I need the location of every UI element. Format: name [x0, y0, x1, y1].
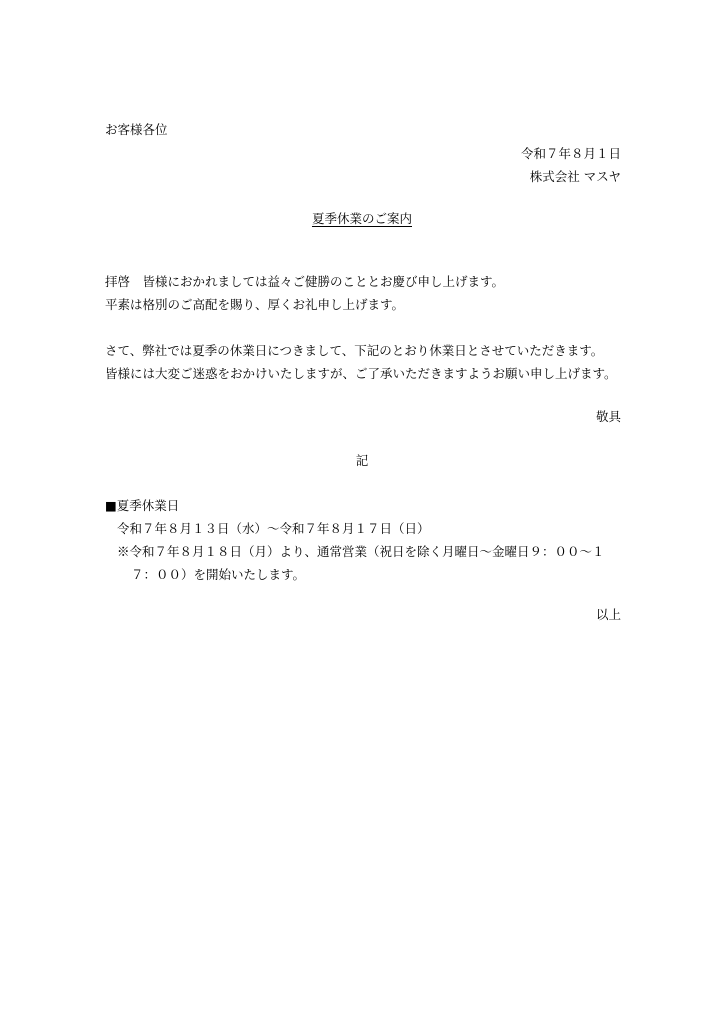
- holiday-note-line-1: ※令和７年８月１８日（月）より、通常営業（祝日を除く月曜日～金曜日９：００～１: [117, 544, 605, 559]
- holiday-note-line-2: ７：００）を開始いたします。: [131, 567, 306, 582]
- greeting-line-1: 拝啓 皆様におかれましては益々ご健勝のこととお慶び申し上げます。: [105, 274, 505, 289]
- document-title: 夏季休業のご案内: [311, 211, 412, 226]
- ki-marker: 記: [355, 453, 369, 468]
- addressee: お客様各位: [105, 122, 168, 137]
- company-name: 株式会社 マスヤ: [529, 169, 621, 184]
- holiday-period: 令和７年８月１３日（水）～令和７年８月１７日（日）: [117, 521, 430, 536]
- closing-keigu: 敬具: [595, 409, 621, 424]
- greeting-line-2: 平素は格別のご高配を賜り、厚くお礼申し上げます。: [105, 297, 405, 312]
- body-line-1: さて、弊社では夏季の休業日につきまして、下記のとおり休業日とさせていただきます。: [105, 343, 604, 358]
- closing-ijou: 以上: [595, 607, 621, 622]
- holiday-heading: ■夏季休業日: [105, 498, 180, 513]
- body-line-2: 皆様には大変ご迷惑をおかけいたしますが、ご了承いただきますようお願い申し上げます。: [105, 366, 617, 381]
- document-date: 令和７年８月１日: [520, 146, 621, 161]
